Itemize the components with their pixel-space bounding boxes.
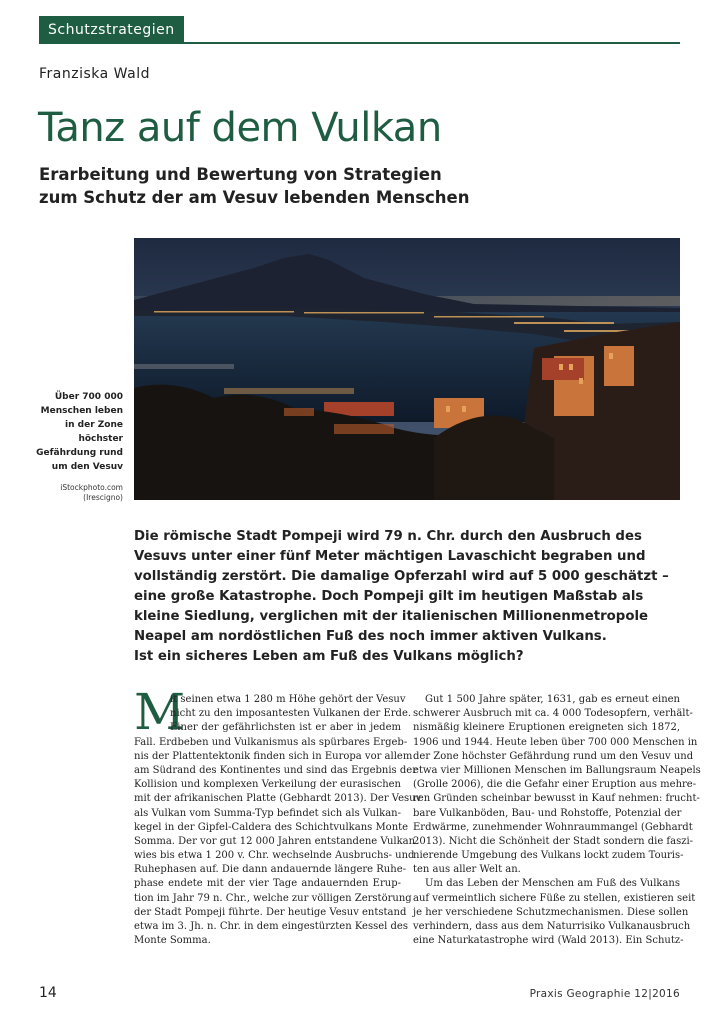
body-line: der Stadt Pompeji führte. Der heutige Vesuv entstand xyxy=(134,906,407,918)
lead-line: Die römische Stadt Pompeji wird 79 n. Chr. durch den Ausbruch des xyxy=(134,529,642,544)
body-line: Erdwärme, zunehmender Wohnraummangel (Gebhardt xyxy=(413,821,693,833)
body-line: verhindern, dass aus dem Naturrisiko Vulkanausbruch xyxy=(413,921,691,932)
lead-paragraph xyxy=(134,527,669,667)
body-line: am Südrand des Kontinentes und sind das Ergebnis der xyxy=(134,764,417,776)
body-line: bare Vulkanböden, Bau- und Rohstoffe, Potenzial der xyxy=(413,807,682,819)
body-line: wies bis etwa 1 200 v. Chr. wechselnde Ausbruchs- und xyxy=(134,850,415,862)
lead-line: Neapel am nordöstlichen Fuß des noch immer aktiven Vulkans. xyxy=(134,629,607,644)
body-line: mit der afrikanischen Platte (Gebhardt 2013). Der Vesuv xyxy=(134,793,422,805)
credit-line: iStockphoto.com xyxy=(60,483,123,492)
body-line: schwerer Ausbruch mit ca. 4 000 Todesopfern, verhält- xyxy=(413,708,693,720)
vesuvius-photo-illustration xyxy=(134,238,680,500)
page-number: 14 xyxy=(39,985,57,1001)
body-line: 1906 und 1944. Heute leben über 700 000 Menschen in xyxy=(413,736,698,748)
body-line: je her verschiedene Schutzmechanismen. Diese sollen xyxy=(413,906,689,918)
body-line: (Grolle 2006), die die Gefahr einer Eruption aus mehre- xyxy=(413,779,697,791)
body-line: der Zone höchster Gefährdung rund um den Vesuv und xyxy=(413,750,694,762)
body-line: Einer der gefährlichsten ist er aber in jedem xyxy=(170,722,401,734)
body-line: etwa im 3. Jh. n. Chr. in dem eingestürzten Kessel des xyxy=(134,921,408,932)
body-line: Um das Leben der Menschen am Fuß des Vulkans xyxy=(425,878,680,890)
credit-line: (Irescigno) xyxy=(83,493,123,502)
body-line: etwa vier Millionen Menschen im Ballungsraum Neapels xyxy=(413,764,701,776)
body-line: auf vermeintlich sichere Füße zu stellen, existieren seit xyxy=(413,892,696,904)
body-line: ten aus aller Welt an. xyxy=(413,864,521,876)
body-line: Ruhephasen auf. Die dann andauernde längere Ruhe- xyxy=(134,864,406,876)
vesuvius-photo xyxy=(134,238,680,500)
body-column-left xyxy=(134,693,422,948)
journal-issue: Praxis Geographie 12|2016 xyxy=(529,988,680,1000)
body-line: ren Gründen scheinbar bewusst in Kauf nehmen: frucht- xyxy=(413,793,700,805)
body-line: Fall. Erdbeben und Vulkanismus als spürbares Ergeb- xyxy=(134,736,408,748)
lead-line: vollständig zerstört. Die damalige Opferzahl wird auf 5 000 geschätzt – xyxy=(134,569,669,584)
lead-line: kleine Siedlung, verglichen mit der italienischen Millionenmetropole xyxy=(134,609,649,624)
lead-line: Vesuvs unter einer fünf Meter mächtigen Lavaschicht begraben und xyxy=(134,549,646,564)
lead-line: eine große Katastrophe. Doch Pompeji gilt im heutigen Maßstab als xyxy=(134,589,644,604)
lead-line: Ist ein sicheres Leben am Fuß des Vulkans möglich? xyxy=(134,649,524,664)
drop-cap: M xyxy=(134,683,186,741)
section-divider xyxy=(39,42,680,44)
photo-caption: Über 700 000 Menschen leben in der Zone höchster Gefährdung rund um den Vesuv xyxy=(36,392,123,472)
author-name: Franziska Wald xyxy=(39,66,150,82)
body-line: it seinen etwa 1 280 m Höhe gehört der Vesuv xyxy=(170,694,406,705)
subtitle-line: zum Schutz der am Vesuv lebenden Menschen xyxy=(39,188,470,207)
body-line: phase endete mit der vier Tage andauernden Erup- xyxy=(134,878,401,890)
article-title: Tanz auf dem Vulkan xyxy=(38,105,442,151)
body-line: nis der Plattentektonik finden sich in Europa vor allem xyxy=(134,750,413,762)
subtitle-line: Erarbeitung und Bewertung von Strategien xyxy=(39,165,442,184)
body-line: Gut 1 500 Jahre später, 1631, gab es erneut einen xyxy=(425,694,680,705)
body-line: kegel in der Gipfel-Caldera des Schichtvulkans Monte xyxy=(134,821,409,833)
body-line: eine Naturkatastrophe wird (Wald 2013). Ein Schutz- xyxy=(413,935,684,947)
section-label: Schutzstrategien xyxy=(39,16,184,44)
body-line: als Vulkan vom Summa-Typ befindet sich als Vulkan- xyxy=(134,807,401,819)
body-line: nicht zu den imposantesten Vulkanen der Erde. xyxy=(170,708,412,720)
article-subtitle xyxy=(39,163,659,209)
body-line: 2013). Nicht die Schönheit der Stadt sondern die faszi- xyxy=(413,835,694,847)
body-line: nismäßig kleinere Eruptionen ereigneten sich 1872, xyxy=(413,722,680,734)
photo-credit xyxy=(30,483,123,503)
body-line: Kollision und komplexen Verkeilung der eurasischen xyxy=(134,779,401,791)
body-line: nierende Umgebung des Vulkans lockt zudem Touris- xyxy=(413,850,684,862)
body-line: Monte Somma. xyxy=(134,935,211,947)
body-column-right xyxy=(413,693,701,948)
body-line: Somma. Der vor gut 12 000 Jahren entstandene Vulkan xyxy=(134,835,416,847)
body-line: tion im Jahr 79 n. Chr., welche zur völligen Zerstörung xyxy=(134,892,412,904)
